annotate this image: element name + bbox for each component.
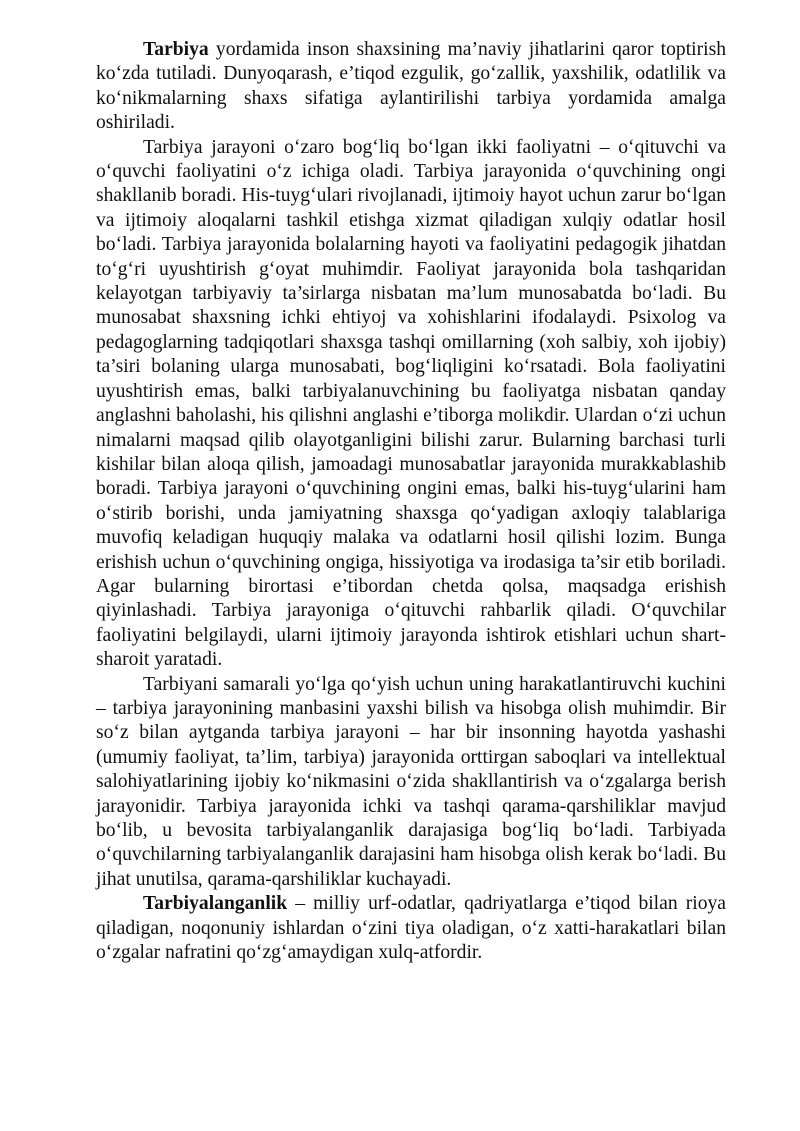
paragraph-text: – milliy urf-odatlar, qadriyatlarga e’tiqod bilan rioya qiladigan, noqonuniy ishlardan o‘zini tiya oladigan, o‘z xatti-harakatlari bilan o‘zgalar nafratini qo‘zg‘amaydigan xulq-atfordir.: [96, 893, 726, 964]
paragraph-tarbiyalanganlik-definition: [96, 892, 726, 965]
term-tarbiyalanganlik: Tarbiyalanganlik: [143, 893, 288, 915]
document-page: [96, 38, 726, 965]
paragraph-tarbiya-process: [96, 136, 726, 673]
term-tarbiya: Tarbiya: [143, 39, 209, 60]
paragraph-text: Tarbiyani samarali yo‘lga qo‘yish uchun uning harakatlantiruvchi kuchini – tarbiya jarayonining manbasini yaxshi bilish va hisobga olish muhimdir. Bir so‘z bilan aytganda tarbiya jarayoni – har bir insonning hayotda yashashi (umumiy faoliyat, ta’lim, tarbiya) jarayonida orttirgan saboqlari va intellektual salohiyatlarining ijobiy ko‘nikmasini o‘zida shakllantirish va o‘zgalarga berish jarayonidir. Tarbiya jarayonida ichki va tashqi qarama-qarshiliklar mavjud bo‘lib, u bevosita tarbiyalanganlik darajasiga bog‘liq bo‘ladi. Tarbiyada o‘quvchilarning tarbiyalanganlik darajasini ham hisobga olish kerak bo‘ladi. Bu jihat unutilsa, qarama-qarshiliklar kuchayadi.: [96, 673, 726, 890]
paragraph-text: Tarbiya jarayoni o‘zaro bog‘liq bo‘lgan ikki faoliyatni – o‘qituvchi va o‘quvchi faoliyatini o‘z ichiga oladi. Tarbiya jarayonida o‘quvchining ongi shakllanib boradi. His-tuyg‘ulari rivojlanadi, ijtimoiy hayot uchun zarur bo‘lgan va ijtimoiy aloqalarni tashkil etishga xizmat qiladigan xulqiy odatlar hosil bo‘ladi. Tarbiya jarayonida bolalarning hayoti va faoliyatini pedagogik jihatdan to‘g‘ri uyushtirish g‘oyat muhimdir. Faoliyat jarayonida bola tashqaridan kelayotgan tarbiyaviy ta’sirlarga nisbatan ma’lum munosabatda bo‘ladi. Bu munosabat shaxsning ichki ehtiyoj va xohishlarini ifodalaydi. Psixolog va pedagoglarning tadqiqotlari shaxsga tashqi omillarning (xoh salbiy, xoh ijobiy) ta’siri bolaning ularga munosabati, bog‘liqligini ko‘rsatadi. Bola faoliyatini uyushtirish emas, balki tarbiyalanuvchining bu faoliyatga nisbatan qanday anglashni baholashi, his qilishni anglashi e’tiborga molikdir. Ulardan o‘zi uchun nimalarni maqsad qilib olayotganligini bilishi zarur. Bularning barchasi turli kishilar bilan aloqa qilish, jamoadagi munosabatlar jarayonida murakkablashib boradi. Tarbiya jarayoni o‘quvchining ongini emas, balki his-tuyg‘ularini ham o‘stirib borishi, unda jamiyatning shaxsga qo‘yadigan axloqiy talablariga muvofiq keladigan huquqiy malaka va odatlarni hosil qilishi lozim. Bunga erishish uchun o‘quvchining ongiga, hissiyotiga va irodasiga ta’sir etib boriladi. Agar bularning birortasi e’tibordan chetda qolsa, maqsadga erishish qiyinlashadi. Tarbiya jarayoniga o‘qituvchi rahbarlik qiladi. O‘quvchilar faoliyatini belgilaydi, ularni ijtimoiy jarayonda ishtirok etishlari uchun shart-sharoit yaratadi.: [96, 136, 726, 671]
paragraph-tarbiya-driving-force: [96, 673, 726, 893]
paragraph-text: yordamida inson shaxsining ma’naviy jihatlarini qaror toptirish ko‘zda tutiladi. Dunyoqarash, e’tiqod ezgulik, go‘zallik, yaxshilik, odatlilik va ko‘nikmalarning shaxs sifatiga aylantirilishi tarbiya yordamida amalga oshiriladi.: [96, 39, 726, 134]
paragraph-tarbiya-definition: [96, 38, 726, 136]
